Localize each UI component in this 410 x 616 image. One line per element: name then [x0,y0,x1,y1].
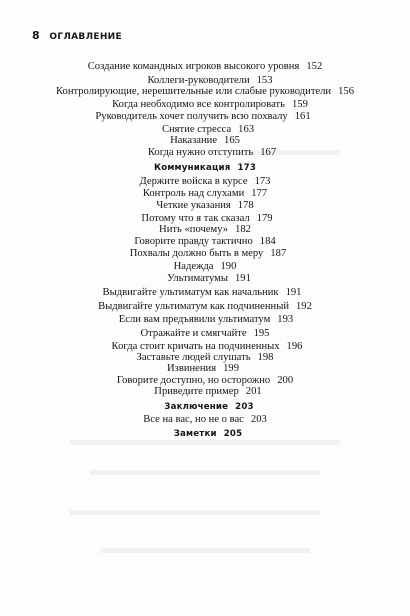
toc-entry [4,272,410,285]
toc-entry-title: Извинения [167,363,217,374]
running-head-title: ОГЛАВЛЕНИЕ [49,32,122,42]
toc-entry-title: Когда необходимо все контролировать [112,99,285,110]
toc-entry-page: 191 [234,273,251,284]
toc-entry-title: Снятие стресса [161,124,232,135]
toc-entry-page: 179 [256,213,273,224]
toc-entry [3,385,410,398]
toc-entry-title: Отражайте и смягчайте [140,328,247,339]
toc-entry-title: Если вам предъявили ультиматум [118,314,271,325]
toc-entry-title: Коммуникация [153,163,231,173]
toc-entry [0,413,410,426]
toc-entry-title: Четкие указания [156,200,231,211]
toc-entry-page: 203 [250,414,267,425]
toc-entry [0,327,410,340]
toc-entry-page: 156 [338,86,354,97]
toc-entry-page: 173 [254,176,271,187]
toc-entry-title: Контролирующие, нерешительные или слабые руководители [56,86,332,97]
toc-entry-page: 173 [237,163,257,173]
toc-entry-title: Ультиматумы [167,273,228,284]
toc-entry-title: Заставьте людей слушать [136,352,251,363]
toc-entry-page: 198 [257,352,274,363]
toc-entry-title: Говорите правду тактично [134,236,253,247]
toc-entry-page: 203 [235,402,254,412]
toc-entry-page: 182 [235,224,251,235]
toc-entry-title: Контроль над слухами [142,188,245,199]
toc-entry-title: Создание командных игроков высокого уровня [87,61,300,72]
toc-entry-page: 159 [291,99,308,110]
toc-entry-page: 200 [277,375,294,386]
toc-entry-page: 195 [253,328,270,339]
toc-entry-page: 152 [306,61,323,72]
toc-entry-page: 199 [223,363,239,374]
toc-entry-title: Когда нужно отступить [147,147,254,158]
toc-entry-title: Наказание [170,135,218,146]
toc-entry-title: Коллеги-руководители [147,75,250,86]
toc-entry [7,146,410,159]
toc-entry-page: 161 [294,111,311,122]
toc-entry-page: 192 [295,301,312,312]
toc-entry-page: 196 [286,341,303,352]
toc-entry [0,286,407,299]
toc-entry [0,60,410,73]
toc-entry-page: 187 [270,248,287,259]
toc-entry-page: 184 [259,236,276,247]
toc-entry-page: 190 [220,261,237,272]
toc-entry [0,110,408,123]
toc-entry-title: Заметки [173,429,217,439]
toc-entry-title: Выдвигайте ультиматум как подчиненный [98,301,289,312]
toc-entry-title: Приведите пример [154,386,239,397]
toc-entry-title: Держите войска в курсе [139,176,248,187]
toc-entry-page: 205 [223,429,243,439]
toc-entry-page: 165 [224,135,240,146]
toc-entry-title: Когда стоит кричать на подчиненных [111,341,280,352]
toc-entry-title: Говорите доступно, но осторожно [116,375,271,386]
toc-entry-page: 178 [237,200,254,211]
page-number: 8 [32,29,40,42]
toc-entry [1,313,410,326]
toc-entry-title: Нить «почему» [159,224,229,235]
toc-entry [0,199,410,212]
toc-entry-title: Надежда [173,261,214,272]
toc-entry-page: 201 [245,386,262,397]
toc-entry-page: 163 [238,124,255,135]
toc-entry-page: 167 [260,147,277,158]
toc-section-heading [0,162,410,175]
toc-entry-title: Выдвигайте ультиматум как начальник [102,287,279,298]
toc-entry [3,247,410,260]
toc-section-heading [3,428,410,441]
toc-entry-page: 153 [256,75,273,86]
toc-entry-title: Похвалы должно быть в меру [129,248,264,259]
toc-entry [0,300,410,313]
toc-entry-title: Все на вас, но не о вас [143,414,244,425]
toc-entry-page: 193 [277,314,294,325]
toc-entry [0,85,410,98]
toc-entry-title: Заключение [164,402,229,412]
toc-entry-title: Руководитель хочет получить всю похвалу [95,111,288,122]
toc-entry-page: 177 [251,188,268,199]
toc-entry-page: 191 [285,287,302,298]
toc-entry-title: Потому что я так сказал [141,213,250,224]
